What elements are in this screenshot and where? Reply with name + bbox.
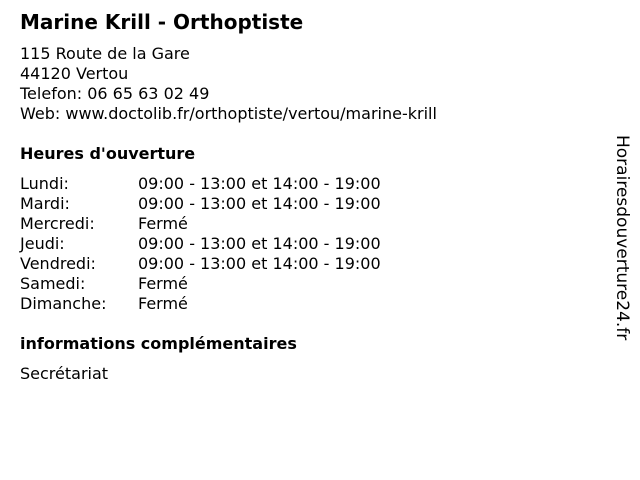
day-label: Vendredi: — [20, 254, 96, 273]
address-street: 115 Route de la Gare — [20, 44, 190, 63]
day-label: Mercredi: — [20, 214, 95, 233]
hours-row-tuesday — [20, 194, 440, 214]
day-label: Mardi: — [20, 194, 70, 213]
time-value: Fermé — [138, 214, 188, 233]
hours-row-saturday — [20, 274, 440, 294]
time-value: Fermé — [138, 294, 188, 313]
hours-row-wednesday — [20, 214, 440, 234]
opening-hours-heading: Heures d'ouverture — [20, 144, 196, 163]
day-label: Lundi: — [20, 174, 69, 193]
day-label: Dimanche: — [20, 294, 107, 313]
time-value: 09:00 - 13:00 et 14:00 - 19:00 — [138, 234, 381, 253]
opening-hours-list — [20, 174, 440, 314]
site-watermark: Horairesdouverture24.fr — [612, 135, 632, 341]
hours-row-thursday — [20, 234, 440, 254]
hours-row-sunday — [20, 294, 440, 314]
additional-info-heading: informations complémentaires — [20, 334, 297, 353]
time-value: 09:00 - 13:00 et 14:00 - 19:00 — [138, 174, 381, 193]
time-value: 09:00 - 13:00 et 14:00 - 19:00 — [138, 254, 381, 273]
hours-row-friday — [20, 254, 440, 274]
day-label: Samedi: — [20, 274, 86, 293]
hours-row-monday — [20, 174, 440, 194]
web-line: Web: www.doctolib.fr/orthoptiste/vertou/marine-krill — [20, 104, 437, 123]
day-label: Jeudi: — [20, 234, 65, 253]
additional-info-text: Secrétariat — [20, 364, 109, 383]
address-city: 44120 Vertou — [20, 64, 129, 83]
business-title: Marine Krill - Orthoptiste — [20, 10, 304, 34]
time-value: Fermé — [138, 274, 188, 293]
time-value: 09:00 - 13:00 et 14:00 - 19:00 — [138, 194, 381, 213]
phone-line: Telefon: 06 65 63 02 49 — [20, 84, 210, 103]
contact-block — [20, 44, 437, 124]
